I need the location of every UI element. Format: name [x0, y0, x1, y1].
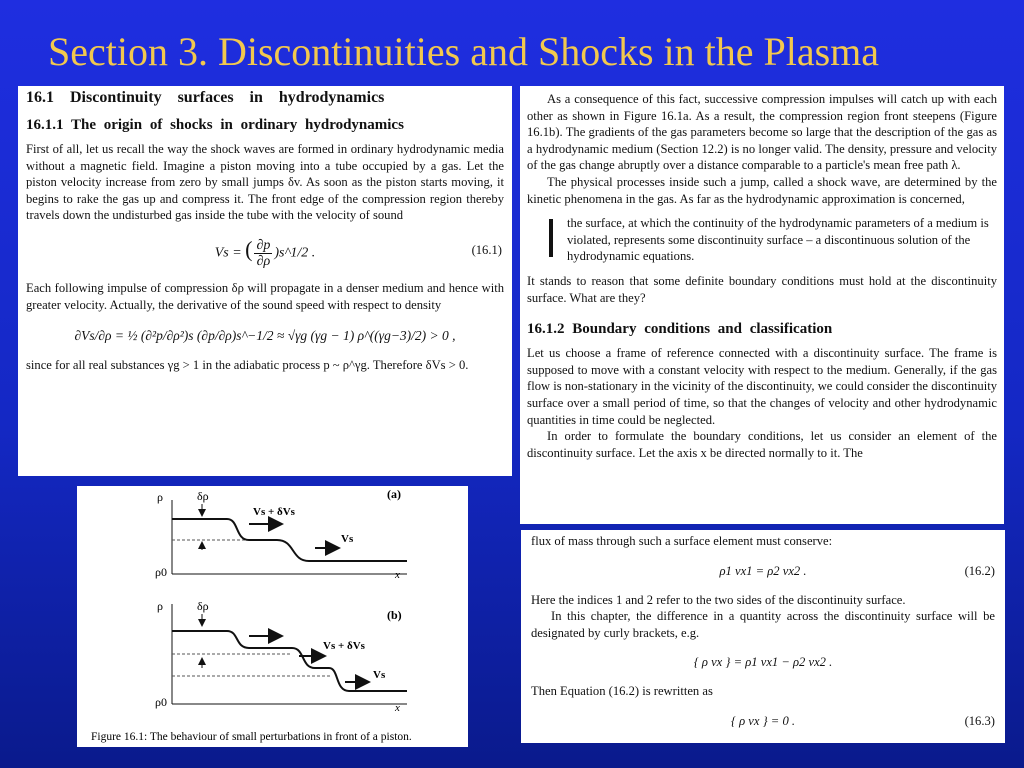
rho0-label: ρ0: [155, 565, 167, 579]
quote-text: the surface, at which the continuity of the hydrodynamic parameters of a medium is violated, represents some discontinuity surface – a discontinuous solution of the hydrodynamic equations.: [567, 216, 989, 264]
equation-derivative: ∂Vs/∂ρ = ½ (∂²p/∂ρ²)s (∂p/∂ρ)s^−1/2 ≈ √γg (γg − 1) ρ^((γg−3)/2) > 0 ,: [74, 328, 456, 344]
x-axis-label: x: [395, 702, 400, 714]
figure-panel-b: [155, 599, 407, 714]
subsection-heading: 16.1.1 The origin of shocks in ordinary hydrodynamics: [26, 117, 404, 133]
equation-text: { ρ vx } = 0 .: [730, 713, 796, 728]
eq-lhs: Vs =: [214, 245, 246, 261]
piston-perturbation-figure: [77, 486, 468, 747]
paragraph: Each following impulse of compression δρ will propagate in a denser medium and hence with greater velocity. Actually, the derivative of the sound speed with respect to density: [26, 280, 504, 312]
density-profile-b: [172, 631, 407, 691]
rho-label: ρ: [157, 490, 163, 504]
x-axis-label: x: [395, 569, 400, 581]
section-heading: 16.1 Discontinuity surfaces in hydrodynamics: [26, 89, 385, 106]
paragraph: since for all real substances γg > 1 in the adiabatic process p ~ ρ^γg. Therefore δVs > 0.: [26, 358, 469, 373]
eq-denominator: ∂ρ: [256, 253, 271, 269]
paragraph: It stands to reason that some definite boundary conditions must hold at the discontinuity surface. What are they?: [527, 273, 997, 305]
panel-b-label: (b): [387, 608, 402, 622]
eq-numerator: ∂p: [256, 237, 271, 253]
eq-rest: )s^1/2 .: [274, 245, 316, 261]
paragraph: In this chapter, the difference in a quantity across the discontinuity surface will be designated by curly brackets, e.g.: [531, 609, 995, 640]
vs-label: Vs: [373, 669, 386, 681]
delta-rho-label: δρ: [197, 489, 209, 503]
rho-label: ρ: [157, 599, 163, 613]
panel-a-label: (a): [387, 487, 401, 501]
vs-plus-label: Vs + δVs: [253, 506, 295, 518]
figure-panel-a: [155, 487, 407, 581]
paragraph: The physical processes inside such a jump, called a shock wave, are determined by the kinetic phenomena in the gas. As far as the hydrodynamic approximation is concerned,: [527, 174, 997, 206]
equation-text: ρ1 vx1 = ρ2 vx2 .: [719, 563, 807, 578]
equation-brackets: { ρ vx } = ρ1 vx1 − ρ2 vx2 .: [693, 655, 833, 670]
paragraph: First of all, let us recall the way the shock waves are formed in ordinary hydrodynamic media without a magnetic field. Imagine a piston moving into a tube occupied by a gas. Let the piston velocity increase from zero by small jumps δv. As soon as the piston starts moving, it begins to rake the gas up and compress it. The front edge of the compression region thereby travels down the undisturbed gas inside the tube with the velocity of sound: [26, 142, 504, 223]
rho0-label: ρ0: [155, 695, 167, 709]
quote-block: [549, 215, 997, 265]
paragraph: Here the indices 1 and 2 refer to the two sides of the discontinuity surface.: [531, 592, 906, 607]
subsection-heading: 16.1.2 Boundary conditions and classification: [527, 321, 833, 338]
paragraph: Then Equation (16.2) is rewritten as: [531, 684, 713, 699]
paragraph: flux of mass through such a surface element must conserve:: [531, 534, 833, 548]
equation-number: (16.2): [964, 563, 995, 578]
delta-rho-label: δρ: [197, 599, 209, 613]
equation-16-2: [531, 562, 995, 580]
bottom-right-text-panel: [521, 530, 1005, 743]
left-text-panel: [18, 86, 512, 476]
equation-number: (16.1): [471, 242, 502, 257]
paragraph: In order to formulate the boundary conditions, let us consider an element of the discontinuity surface. Let the axis x be directed normally to it. The: [527, 429, 997, 460]
equation-number: (16.3): [964, 713, 995, 728]
equation-16-1: Vs = ( $\frac{\partial p}{\partial\rho}$ )s^1/2 . (16.1): [214, 236, 502, 269]
slide-title: Section 3. Discontinuities and Shocks in the Plasma: [48, 29, 880, 74]
vs-plus-label: Vs + δVs: [323, 640, 365, 652]
right-text-panel: [520, 86, 1004, 524]
figure-panel: [77, 486, 468, 747]
vs-label: Vs: [341, 533, 354, 545]
paragraph: As a consequence of this fact, successive compression impulses will catch up with each other as shown in Figure 16.1a. As a result, the compression region front steepens (Figure 16.1b). The gradients of the gas parameters become so large that the description of the gas as a hydrodynamic medium (Section 12.2) is no longer valid. The density, pressure and velocity of the gas change abruptly over a distance comparable to a particle's mean free path λ.: [527, 92, 997, 173]
equation-16-3: [531, 712, 995, 730]
figure-caption: Figure 16.1: The behaviour of small perturbations in front of a piston.: [91, 731, 412, 743]
paragraph: Let us choose a frame of reference connected with a discontinuity surface. The frame is supposed to move with a constant velocity with respect to the medium. Generally, if the gas flow is non-stationary in the vicinity of the discontinuity, we could consider the discontinuity surface over a small period of time, so that the changes of velocity and other hydrodynamic quantities in time could be neglected.: [527, 346, 997, 427]
